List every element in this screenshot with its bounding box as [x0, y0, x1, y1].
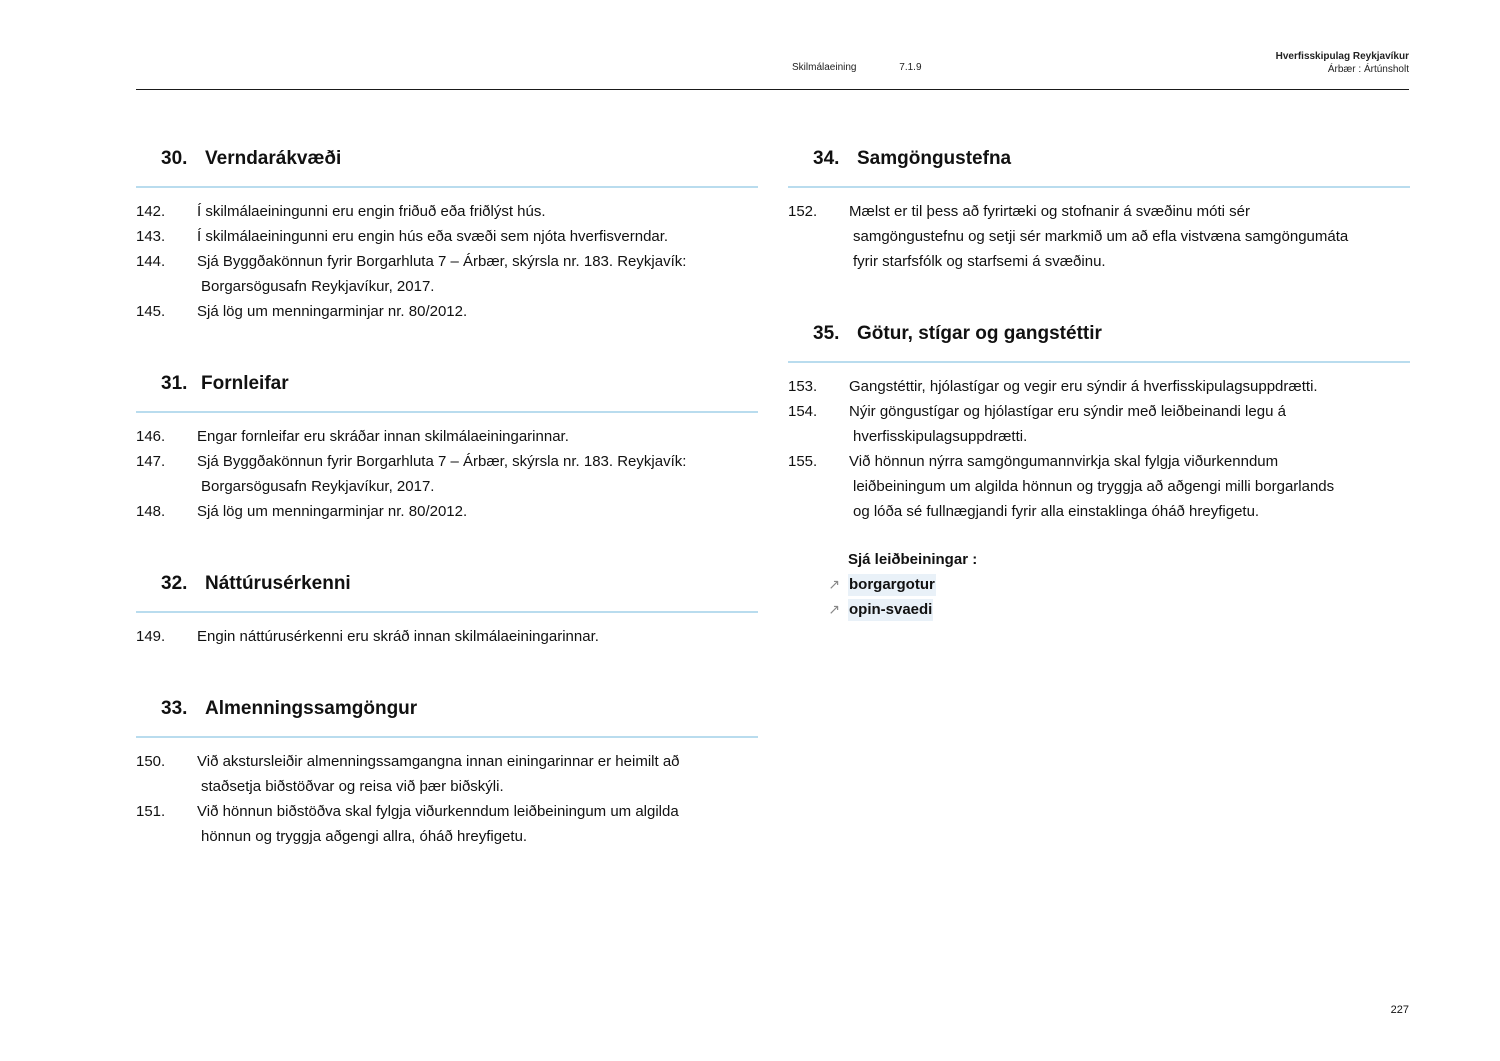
list-item: 152. Mælst er til þess að fyrirtæki og stofnanir á svæðinu móti sér samgöngustefnu og setji sér markmið um að efla vistvæna samgöngumáta fyrir starfsfólk og starfsemi á svæðinu. — [788, 203, 1349, 270]
doc-subtitle: Árbær : Ártúnsholt — [1327, 64, 1409, 75]
page-number: 227 — [1390, 1004, 1409, 1016]
guidelines-block — [788, 547, 1410, 622]
section-30 — [136, 146, 758, 324]
section-34 — [788, 146, 1410, 274]
section-label: Skilmálaeining — [792, 62, 857, 73]
link-text[interactable]: borgargotur — [848, 574, 936, 596]
section-rule — [788, 186, 1410, 188]
section-heading: 31. Fornleifar — [161, 373, 289, 394]
section-32 — [136, 571, 758, 649]
list-item: 155. Við hönnun nýrra samgöngumannvirkja skal fylgja viðurkenndum leiðbeiningum um algilda hönnun og tryggja að aðgengi milli borgarlands og lóða sé fullnægjandi fyrir alla einstaklinga óháð hreyfigetu. — [788, 453, 1335, 520]
list-item: 148. Sjá lög um menningarminjar nr. 80/2012. — [136, 503, 468, 520]
section-rule — [136, 736, 758, 738]
section-31 — [136, 371, 758, 524]
external-link-arrow-icon: ↗ — [828, 576, 840, 592]
list-item: 154. Nýir göngustígar og hjólastígar eru sýndir með leiðbeinandi legu á hverfisskipulagsuppdrætti. — [788, 403, 1286, 445]
section-rule — [788, 361, 1410, 363]
list-item: 149. Engin náttúrusérkenni eru skráð innan skilmálaeiningarinnar. — [136, 628, 599, 645]
list-item: 153. Gangstéttir, hjólastígar og vegir eru sýndir á hverfisskipulagsuppdrætti. — [788, 378, 1318, 395]
list-item: 151. Við hönnun biðstöðva skal fylgja viðurkenndum leiðbeiningum um algilda hönnun og tryggja aðgengi allra, óháð hreyfigetu. — [136, 803, 679, 845]
section-number: 7.1.9 — [899, 62, 922, 73]
guideline-link-borgargotur[interactable] — [788, 572, 1410, 597]
list-item: 143. Í skilmálaeiningunni eru engin hús eða svæði sem njóta hverfisverndar. — [136, 228, 669, 245]
section-heading: 34. Samgöngustefna — [813, 148, 1012, 169]
external-link-arrow-icon: ↗ — [828, 601, 840, 617]
section-heading: 30. Verndarákvæði — [161, 148, 342, 169]
link-text[interactable]: opin-svaedi — [848, 599, 933, 621]
guidelines-label: Sjá leiðbeiningar : — [848, 551, 978, 568]
header-divider — [136, 89, 1409, 90]
section-rule — [136, 611, 758, 613]
doc-title: Hverfisskipulag Reykjavíkur — [1275, 51, 1409, 62]
list-item: 146. Engar fornleifar eru skráðar innan skilmálaeiningarinnar. — [136, 428, 569, 445]
section-heading: 33. Almenningssamgöngur — [161, 698, 418, 719]
running-header-section — [792, 62, 922, 73]
section-rule — [136, 186, 758, 188]
guideline-link-opin-svaedi[interactable] — [788, 597, 1410, 622]
list-item: 144. Sjá Byggðakönnun fyrir Borgarhluta 7 – Árbær, skýrsla nr. 183. Reykjavík: Borgarsögusafn Reykjavíkur, 2017. — [136, 253, 687, 295]
list-item: 150. Við akstursleiðir almenningssamgangna innan einingarinnar er heimilt að staðsetja biðstöðvar og reisa við þær biðskýli. — [136, 753, 680, 795]
section-heading: 35. Götur, stígar og gangstéttir — [813, 323, 1102, 344]
section-35 — [788, 321, 1410, 524]
running-header-title — [1276, 50, 1409, 76]
list-item: 142. Í skilmálaeiningunni eru engin friðuð eða friðlýst hús. — [136, 203, 546, 220]
section-33 — [136, 696, 758, 849]
section-heading: 32. Náttúrusérkenni — [161, 573, 351, 594]
list-item: 147. Sjá Byggðakönnun fyrir Borgarhluta 7 – Árbær, skýrsla nr. 183. Reykjavík: Borgarsögusafn Reykjavíkur, 2017. — [136, 453, 687, 495]
section-rule — [136, 411, 758, 413]
list-item: 145. Sjá lög um menningarminjar nr. 80/2012. — [136, 303, 468, 320]
